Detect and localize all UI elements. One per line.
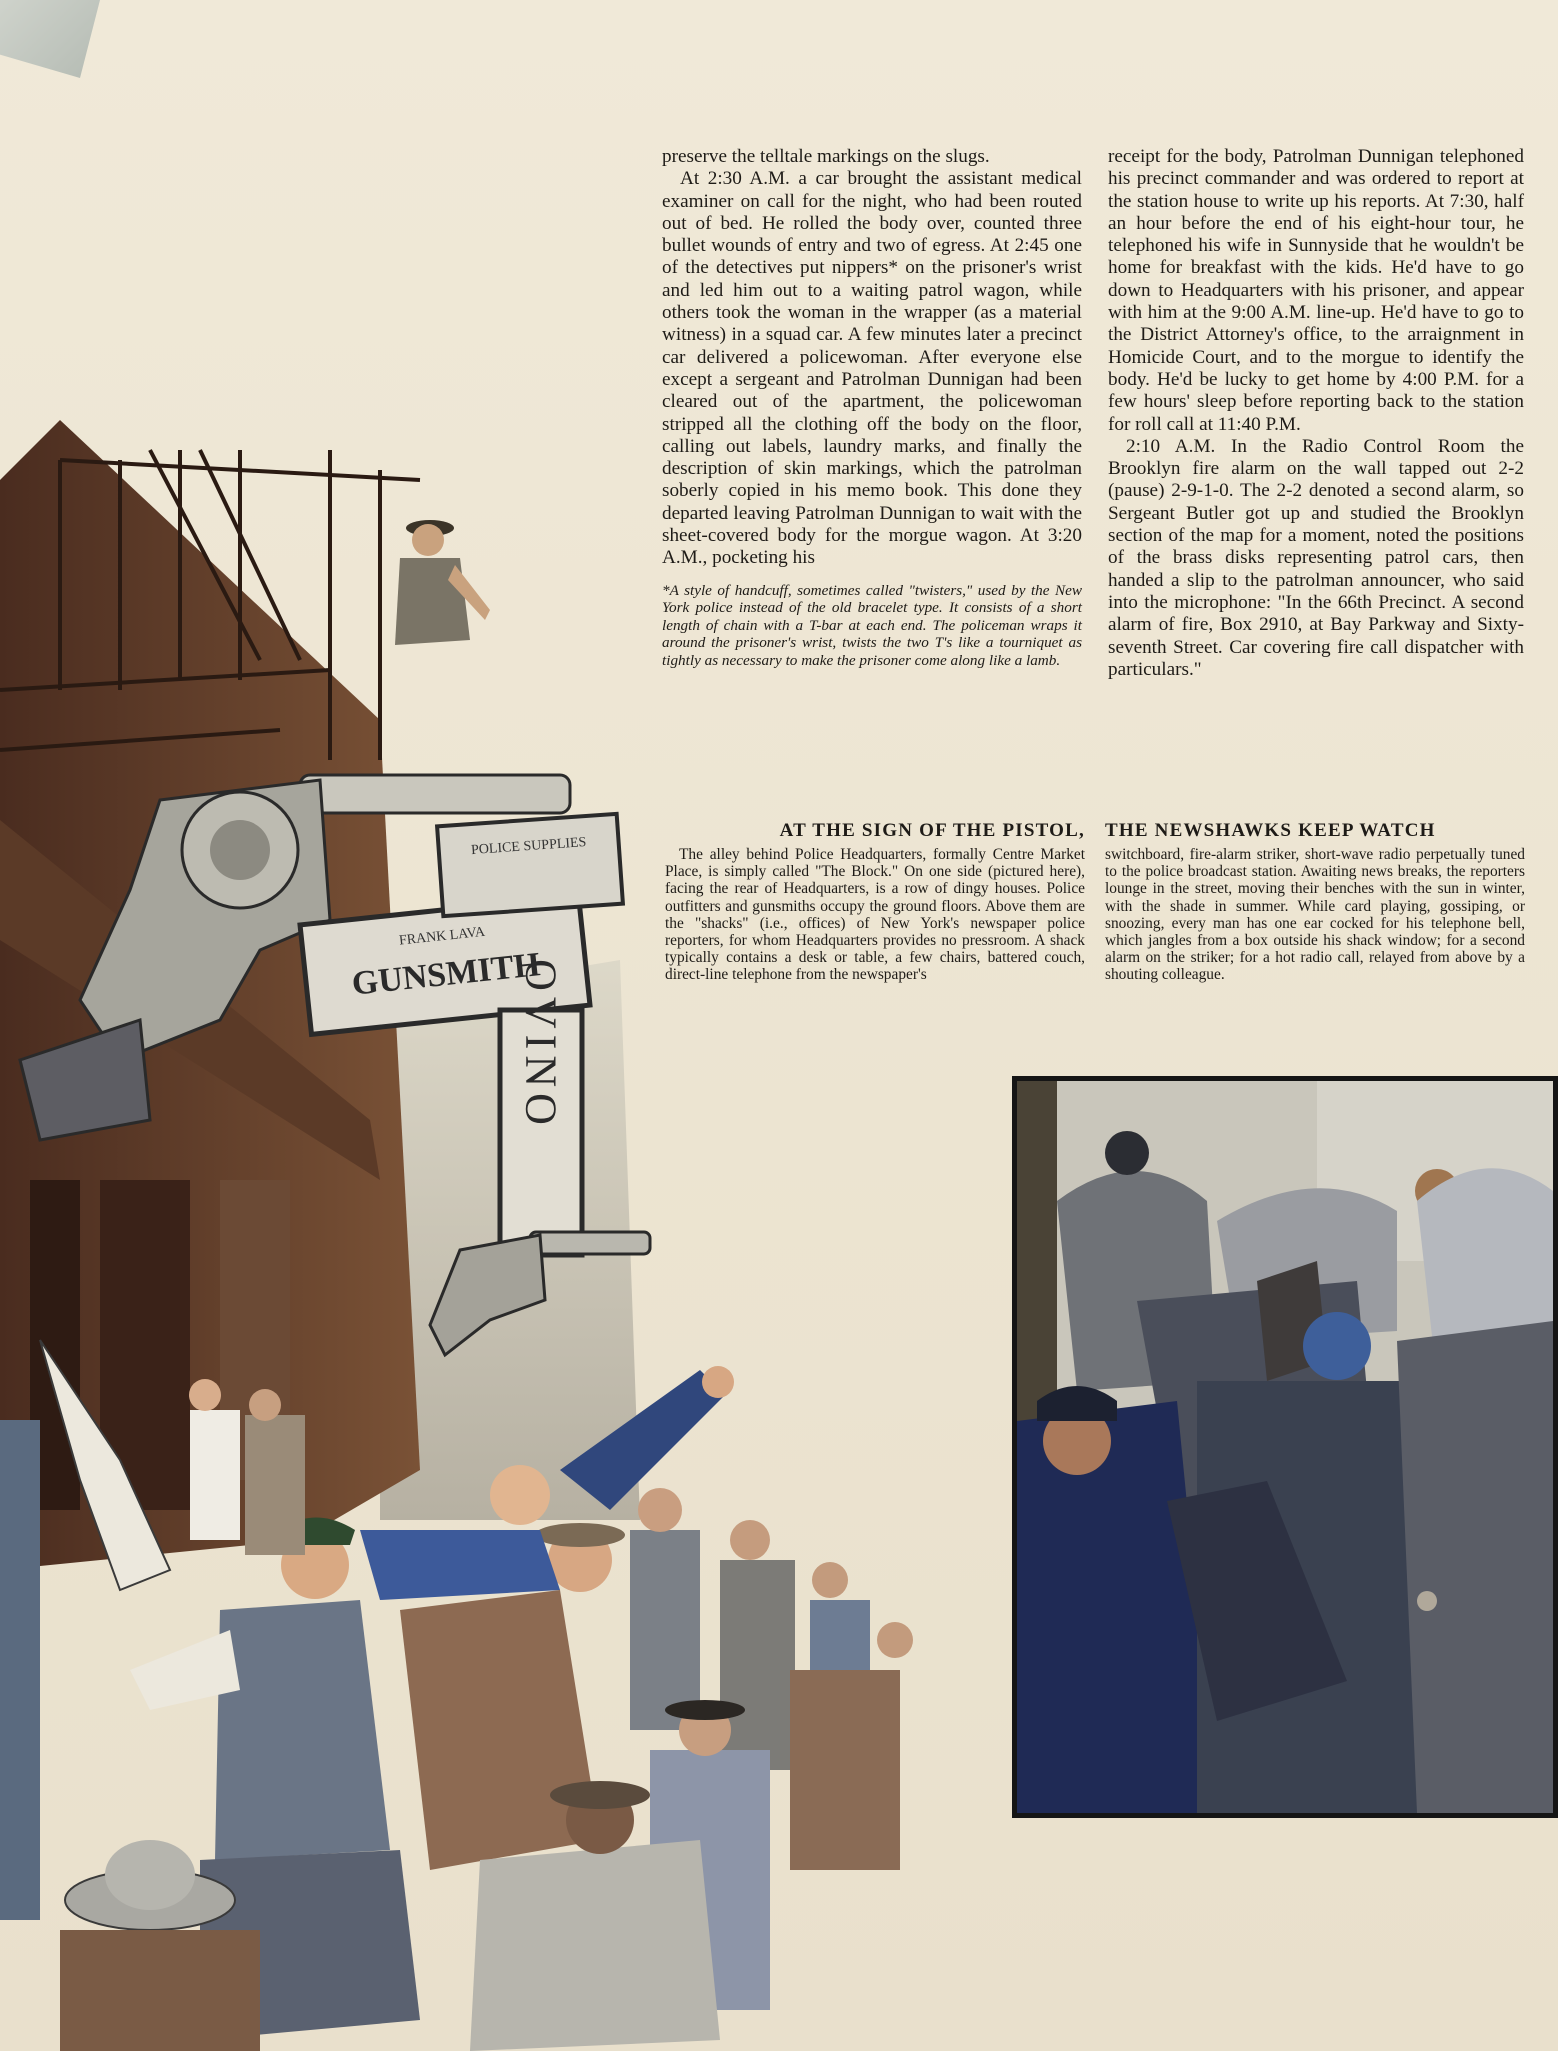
caption-title-right: THE NEWSHAWKS KEEP WATCH [1105, 820, 1436, 841]
caption-text-right: switchboard, fire-alarm striker, short-wave radio perpetually tuned to the police broadcast station. Awaiting news breaks, the reporters lounge in the street, moving their benches with the sun in winter, with the shade in summer. While card playing, gossiping, or snoozing, every man has one ear cocked for his telephone bell, which jangles from a box outside his shack window; for a second alarm on the striker; for a hot radio call, relayed from above by a shouting colleague. [1105, 846, 1525, 984]
police-supplies-sign [437, 814, 623, 916]
gunsmith-sign-owner: FRANK LAVA [398, 924, 486, 949]
page-corner-tab [0, 0, 100, 78]
gunsmith-sign-text: GUNSMITH [350, 946, 542, 1003]
mounted-police-illustration [1017, 1081, 1553, 1813]
caption-title-left: AT THE SIGN OF THE PISTOL, [779, 820, 1085, 841]
svg-text:OVINO: OVINO [516, 959, 566, 1131]
paragraph: receipt for the body, Patrolman Dunnigan telephoned his precinct commander and was ordered to report at the station house to write up his reports. At 7:30, half an hour before the end of his eight-hour tour, he telephoned his wife in Sunnyside that he wouldn't be home for breakfast with the kids. He'd have to go down to Headquarters with his prisoner, and appear with him at the 9:00 A.M. line-up. He'd have to go to the District Attorney's office, to the arraignment in Homicide Court, and to the morgue to identify the body. He'd be lucky to get home by 4:00 P.M. for a few hours' sleep before reporting back to the station for roll call at 11:40 P.M. [1108, 146, 1524, 435]
newshawks-painting [1012, 1076, 1558, 1818]
man-on-fire-escape [395, 520, 490, 645]
paragraph: At 2:30 A.M. a car brought the assistant medical examiner on call for the night, who had been routed out of bed. He rolled the body over, counted three bullet wounds of entry and two of egress. At 2:45 one of the detectives put nippers* on the prisoner's wrist and led him out to a waiting patrol wagon, while others took the woman in the wrapper (as a material witness) in a squad car. A few minutes later a precinct car delivered a policewoman. After everyone else except a sergeant and Patrolman Dunnigan had been cleared out of the apartment, the policewoman stripped all the clothing off the body on the floor, calling out labels, laundry marks, and finally the description of skin markings, which the patrolman soberly copied in his memo book. This done they departed leaving Patrolman Dunnigan to wait with the sheet-covered body for the morgue wagon. At 3:20 A.M., pocketing his [662, 168, 1082, 569]
svg-text:POLICE SUPPLIES: POLICE SUPPLIES [470, 835, 587, 859]
article-column-2 [1108, 146, 1524, 681]
paragraph: preserve the telltale markings on the slugs. [662, 146, 990, 167]
footnote: *A style of handcuff, sometimes called "twisters," used by the New York police instead of the old bracelet type. It consists of a short length of chain with a T-bar at each end. The policeman wraps it around the prisoner's wrist, twists the two T's like a tourniquet as tightly as necessary to make the prisoner come along like a lamb. [662, 581, 1082, 670]
caption-text-left: The alley behind Police Headquarters, formally Centre Market Place, is simply called "The Block." On one side (pictured here), facing the rear of Headquarters, is a row of dingy houses. Police outfitters and gunsmiths occupy the ground floors. Above them are the "shacks" (i.e., offices) of New York's newspaper police reporters, for whom Headquarters provides no pressroom. A shack typically contains a desk or table, a few chairs, battered couch, direct-line telephone from the newspaper's [665, 846, 1085, 984]
paragraph: 2:10 A.M. In the Radio Control Room the Brooklyn fire alarm on the wall tapped out 2-2 (pause) 2-9-1-0. The 2-2 denoted a second alarm, so Sergeant Butler got up and studied the Brooklyn section of the map for a moment, noted the positions of the brass disks representing patrol cars, then handed a slip to the patrolman announcer, who said into the microphone: "In the 66th Precinct. A second alarm of fire, Box 2910, at Bay Parkway and Sixty-seventh Street. Car covering fire call dispatcher with particulars." [1108, 435, 1524, 680]
street-illustration [0, 420, 920, 2051]
